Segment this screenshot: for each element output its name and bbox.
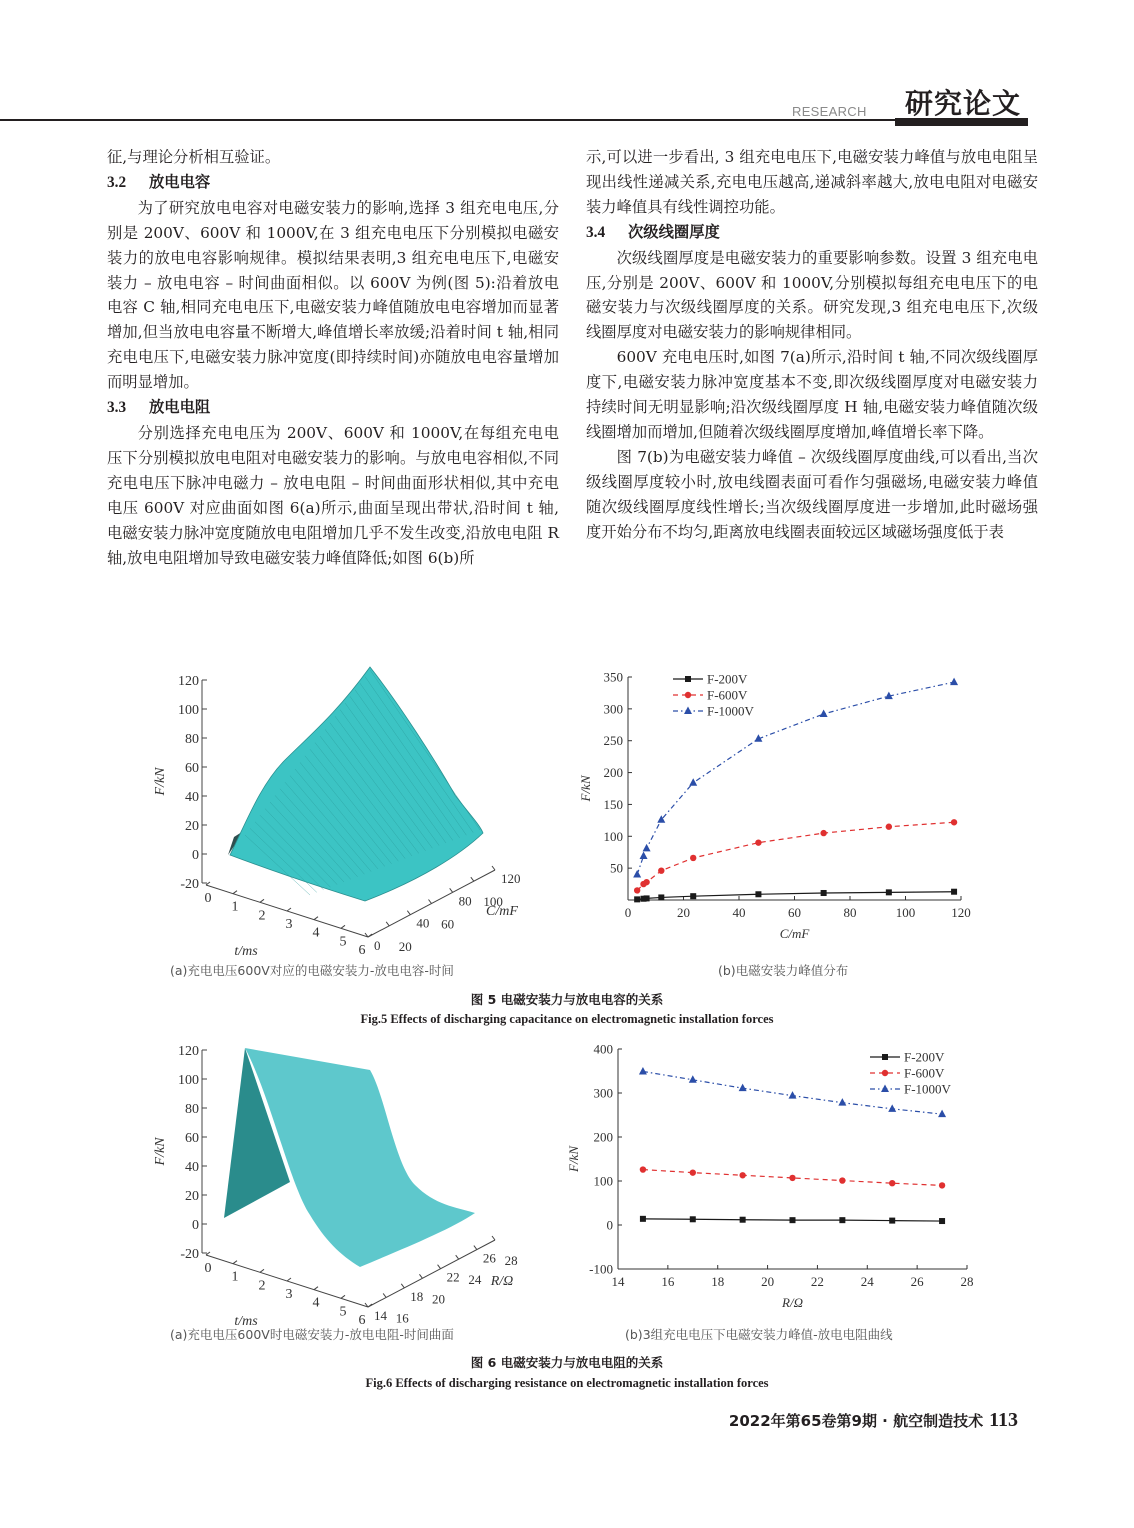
z-tick-label: 20: [185, 1189, 199, 1204]
data-point-F-200V: [740, 1217, 746, 1223]
t-tick-label: 1: [231, 1269, 239, 1285]
data-point-F-600V: [820, 830, 826, 836]
data-point-F-1000V: [838, 1098, 846, 1106]
z-tick-label: -20: [180, 877, 199, 892]
t-tick: [314, 1287, 318, 1290]
second-axis-tick: [438, 1265, 441, 1269]
y-tick-label: 150: [603, 796, 623, 812]
data-point-F-200V: [634, 896, 640, 902]
x-axis-label: R/Ω: [782, 1295, 803, 1310]
z-tick-label: 0: [192, 1218, 199, 1233]
x-tick-label: 20: [761, 1274, 775, 1289]
data-point-F-200V: [951, 889, 957, 895]
data-point-F-1000V: [820, 709, 828, 717]
data-point-F-1000V: [689, 778, 697, 786]
paragraph: 为了研究放电电容对电磁安装力的影响,选择 3 组充电电压,分别是 200V、600V 和 1000V,在 3 组充电电压下分别模拟电磁安装力的放电电容影响规律。模拟结果表明,3 组充电电压下,电磁安装力 – 放电电容 – 时间曲面相似。以 600V 为例(图 5):沿着放电电容 C 轴,相同充电电压下,电磁安装力峰值随放电电容增加而显著增加,但当放电电容量不断增大,峰值增长率放缓;沿着时间 t 轴,相同充电电压下,电磁安装力脉冲宽度(即持续时间)亦随放电电容量增加而明显增加。: [107, 198, 559, 392]
x-tick-label: 60: [788, 905, 801, 920]
surface-plot-fig5a: [150, 665, 550, 959]
data-point-F-200V: [690, 1216, 696, 1222]
legend-marker: [882, 1070, 888, 1076]
y-tick-label: 200: [603, 765, 623, 781]
z-tick-label: 120: [178, 1044, 199, 1059]
x-tick-label: 40: [732, 905, 746, 920]
figure-5-caption-en: Fig.5 Effects of discharging capacitance on electromagnetic installation forces: [360, 1012, 774, 1026]
second-axis-tick-label: 20: [432, 1291, 446, 1307]
data-point-F-1000V: [643, 844, 651, 852]
y-tick-label: 300: [593, 1085, 613, 1101]
data-point-F-600V: [643, 879, 649, 885]
section-title: 放电电容: [149, 172, 211, 191]
section-heading-3-3: [107, 395, 559, 421]
second-axis-tick: [401, 1284, 404, 1288]
x-tick-label: 16: [661, 1274, 675, 1289]
second-axis-tick: [429, 900, 432, 904]
y-tick-label: 250: [603, 733, 623, 749]
data-point-F-200V: [658, 894, 664, 900]
data-point-F-200V: [839, 1217, 845, 1223]
second-axis-tick-label: 28: [504, 1253, 518, 1268]
data-point-F-600V: [640, 1166, 646, 1172]
data-point-F-200V: [690, 893, 696, 899]
t-tick-label: 0: [204, 1261, 212, 1276]
paragraph: 图 7(b)为电磁安装力峰值 – 次级线圈厚度曲线,可以看出,当次级线圈厚度较小时,放电线圈表面可看作匀强磁场,电磁安装力峰值随次级线圈厚度线性增长;当次级线圈厚度进一步增加,此时磁场强度开始分布不均匀,距离放电线圈表面较远区域磁场强度低于表: [586, 447, 1038, 541]
data-point-F-600V: [739, 1172, 745, 1178]
second-axis-label: C/mF: [486, 904, 518, 919]
t-axis-label: t/ms: [234, 1314, 258, 1329]
section-number: 3.4: [586, 223, 606, 241]
data-point-F-600V: [889, 1180, 895, 1186]
data-point-F-1000V: [689, 1075, 697, 1083]
z-tick-label: 80: [185, 1102, 199, 1117]
data-point-F-1000V: [640, 852, 648, 860]
legend-label: F-600V: [707, 687, 748, 703]
data-point-F-1000V: [789, 1091, 797, 1099]
second-axis-tick: [492, 1236, 495, 1240]
t-tick-label: 6: [358, 943, 366, 958]
data-point-F-600V: [951, 819, 957, 825]
x-tick-label: 100: [895, 905, 916, 920]
data-point-F-200V: [640, 1216, 646, 1222]
z-tick-label: 100: [178, 1073, 199, 1088]
second-axis-tick-label: 18: [410, 1288, 424, 1304]
t-tick-label: 2: [258, 908, 266, 924]
figure-6a: [150, 1035, 550, 1329]
z-tick-label: 0: [192, 848, 199, 863]
second-axis-tick: [383, 1293, 386, 1297]
data-point-F-600V: [886, 824, 892, 830]
section-number: 3.3: [107, 399, 127, 417]
z-axis-label: F/kN: [153, 767, 168, 796]
t-tick-label: 3: [285, 1287, 293, 1302]
line-chart-fig5b: [578, 665, 988, 955]
subcaption-6a: (a)充电电压600V时电磁安装力-放电电阻-时间曲面: [170, 1327, 454, 1342]
y-axis-label: F/kN: [578, 775, 593, 802]
z-tick-label: 100: [178, 703, 199, 718]
legend-marker: [685, 676, 691, 682]
t-tick-label: 1: [231, 899, 239, 915]
y-tick-label: 400: [593, 1041, 613, 1057]
data-point-F-1000V: [888, 1104, 896, 1112]
page-number: 113: [989, 1409, 1018, 1431]
data-point-F-600V: [755, 839, 761, 845]
section-heading-3-4: [586, 220, 1038, 246]
x-tick-label: 18: [711, 1274, 725, 1289]
header-rule: [0, 119, 1028, 121]
t-axis-label: t/ms: [234, 944, 258, 959]
second-axis-tick-label: 24: [468, 1272, 482, 1288]
y-tick-label: 350: [603, 669, 623, 685]
second-axis-tick-label: 26: [482, 1250, 496, 1266]
section-label-cn: 研究论文: [905, 87, 1022, 120]
figure-5b: [578, 665, 988, 955]
z-axis-label: F/kN: [153, 1137, 168, 1166]
data-point-F-200V: [939, 1218, 945, 1224]
line-chart-fig6b: [566, 1035, 990, 1320]
page-footer: [729, 1409, 1018, 1432]
legend-marker: [685, 692, 691, 698]
data-point-F-600V: [690, 855, 696, 861]
second-axis-tick-label: 80: [458, 893, 472, 909]
t-tick: [341, 925, 345, 928]
data-point-F-1000V: [639, 1067, 647, 1075]
paragraph: 分别选择充电电压为 200V、600V 和 1000V,在每组充电电压下分别模拟放电电阻对电磁安装力的影响。与放电电容相似,不同充电电压下脉冲电磁力 – 放电电阻 – 时间曲面形状相似,其中充电电压 600V 对应曲面如图 6(a)所示,曲面呈现出带状,沿时间 t 轴,电磁安装力脉冲宽度随放电电阻增加几乎不发生改变,沿放电电阻 R 轴,放电电阻增加导致电磁安装力峰值降低;如图 6(b)所: [107, 423, 559, 567]
t-tick-label: 5: [339, 934, 347, 950]
legend-label: F-200V: [707, 671, 748, 687]
t-tick-label: 6: [358, 1313, 366, 1328]
second-axis-tick: [456, 1255, 459, 1259]
data-point-F-200V: [790, 1217, 796, 1223]
left-column: [107, 145, 559, 570]
t-tick: [233, 891, 237, 894]
t-tick-label: 2: [258, 1278, 266, 1294]
series-line-F-600V: [637, 822, 954, 890]
legend-label: F-200V: [904, 1049, 945, 1065]
z-tick-label: 120: [178, 674, 199, 689]
x-tick-label: 20: [677, 905, 690, 920]
data-point-F-600V: [939, 1182, 945, 1188]
data-point-F-200V: [755, 891, 761, 897]
data-point-F-600V: [658, 867, 664, 873]
paragraph: 征,与理论分析相互验证。: [107, 148, 281, 166]
section-heading-3-2: [107, 170, 559, 196]
second-axis-label: R/Ω: [490, 1274, 514, 1289]
t-tick: [260, 1269, 264, 1272]
second-axis-tick-label: 14: [374, 1308, 387, 1323]
x-tick-label: 24: [860, 1274, 874, 1289]
x-tick-label: 28: [960, 1274, 974, 1289]
subcaption-5a: (a)充电电压600V对应的电磁安装力-放电电容-时间: [170, 963, 454, 978]
z-tick-label: 40: [185, 790, 199, 805]
journal-info: 2022年第65卷第9期 · 航空制造技术: [728, 1412, 984, 1430]
y-tick-label: 100: [593, 1173, 613, 1189]
second-axis-tick: [407, 911, 410, 915]
paragraph: 600V 充电电压时,如图 7(a)所示,沿时间 t 轴,不同次级线圈厚度下,电磁安装力脉冲宽度基本不变,即次级线圈厚度对电磁安装力持续时间无明显影响;沿次级线圈厚度 H 轴,电磁安装力峰值随次级线圈增加而增加,但随着次级线圈厚度增加,峰值增长率下降。: [586, 348, 1038, 441]
t-tick: [260, 899, 264, 902]
second-axis-tick-label: 22: [446, 1269, 460, 1285]
data-point-F-600V: [789, 1175, 795, 1181]
t-tick: [233, 1261, 237, 1264]
z-tick-label: 80: [185, 732, 199, 747]
series-line-F-200V: [637, 892, 954, 900]
x-tick-label: 26: [910, 1274, 924, 1289]
paragraph: 示,可以进一步看出, 3 组充电电压下,电磁安装力峰值与放电电阻呈现出线性递减关系,充电电压越高,递减斜率越大,放电电阻对电磁安装力峰值具有线性调控功能。: [586, 148, 1038, 216]
data-point-F-200V: [644, 895, 650, 901]
second-axis-tick: [471, 877, 474, 881]
second-axis-tick-label: 16: [395, 1310, 409, 1326]
y-tick-label: 50: [610, 860, 623, 876]
section-title: 放电电阻: [149, 398, 211, 417]
z-tick-label: 60: [185, 761, 199, 776]
subcaption-5b: (b)电磁安装力峰值分布: [718, 963, 849, 978]
second-axis-tick-label: 60: [441, 916, 455, 932]
z-tick-label: 60: [185, 1131, 199, 1146]
second-axis-tick: [474, 1246, 477, 1250]
second-axis-tick: [419, 1274, 422, 1278]
section-number: 3.2: [107, 173, 127, 191]
t-tick-label: 5: [339, 1304, 347, 1320]
y-tick-label: -100: [589, 1261, 613, 1277]
data-point-F-1000V: [938, 1110, 946, 1118]
t-tick-label: 0: [204, 891, 212, 906]
figure-6-caption-en: Fig.6 Effects of discharging resistance on electromagnetic installation forces: [365, 1376, 769, 1390]
data-point-F-1000V: [633, 870, 641, 878]
figure-5a: [150, 665, 550, 959]
data-point-F-1000V: [739, 1084, 747, 1092]
data-point-F-200V: [889, 1218, 895, 1224]
second-axis-tick: [492, 866, 495, 870]
data-point-F-1000V: [950, 678, 958, 686]
second-axis-tick-label: 120: [501, 871, 521, 886]
y-tick-label: 300: [603, 701, 623, 717]
y-tick-label: 0: [606, 1217, 613, 1233]
data-point-F-600V: [634, 887, 640, 893]
legend-label: F-1000V: [707, 703, 754, 719]
t-tick: [341, 1295, 345, 1298]
z-tick-label: -20: [180, 1247, 199, 1262]
x-tick-label: 22: [810, 1274, 824, 1289]
right-column: [586, 145, 1038, 545]
x-tick-label: 14: [611, 1274, 625, 1289]
t-tick: [287, 1278, 291, 1281]
y-tick-label: 200: [593, 1129, 613, 1145]
z-tick-label: 40: [185, 1160, 199, 1175]
section-label-en: RESEARCH: [792, 104, 867, 119]
t-tick: [287, 908, 291, 911]
x-tick-label: 120: [951, 905, 971, 920]
page-header: [0, 0, 1134, 130]
second-axis-tick: [450, 888, 453, 892]
x-tick-label: 0: [624, 905, 632, 920]
second-axis-tick-label: 20: [398, 938, 412, 954]
t-tick-label: 3: [285, 917, 293, 932]
second-axis-tick-label: 100: [483, 894, 503, 910]
legend-label: F-1000V: [904, 1081, 951, 1097]
data-point-F-600V: [690, 1169, 696, 1175]
paragraph: 次级线圈厚度是电磁安装力的重要影响参数。设置 3 组充电电压,分别是 200V、600V 和 1000V,分别模拟每组充电电压下的电磁安装力与次级线圈厚度的关系。研究发现,3 组充电电压下,次级线圈厚度对电磁安装力的影响规律相同。: [586, 248, 1038, 342]
second-axis-tick: [386, 922, 389, 926]
data-point-F-600V: [839, 1177, 845, 1183]
section-title: 次级线圈厚度: [628, 222, 720, 241]
t-tick: [314, 917, 318, 920]
t-tick-label: 4: [312, 1295, 320, 1311]
x-axis-label: C/mF: [779, 926, 810, 941]
legend-marker: [882, 1054, 888, 1060]
second-axis-tick-label: 0: [374, 938, 381, 953]
y-axis-label: F/kN: [566, 1146, 581, 1172]
figure-5-caption-cn: 图 5 电磁安装力与放电电容的关系: [470, 992, 664, 1007]
y-tick-label: 100: [603, 828, 623, 844]
subcaption-6b: (b)3组充电电压下电磁安装力峰值-放电电阻曲线: [625, 1327, 893, 1342]
figure-6b: [566, 1035, 990, 1320]
second-axis-tick-label: 40: [416, 915, 430, 931]
surface-plot-fig6a: [150, 1035, 550, 1329]
data-point-F-200V: [821, 890, 827, 896]
data-point-F-200V: [886, 889, 892, 895]
z-tick-label: 20: [185, 819, 199, 834]
figure-6-caption-cn: 图 6 电磁安装力与放电电阻的关系: [470, 1355, 664, 1370]
t-tick-label: 4: [312, 925, 320, 941]
legend-label: F-600V: [904, 1065, 945, 1081]
x-tick-label: 80: [843, 905, 857, 920]
